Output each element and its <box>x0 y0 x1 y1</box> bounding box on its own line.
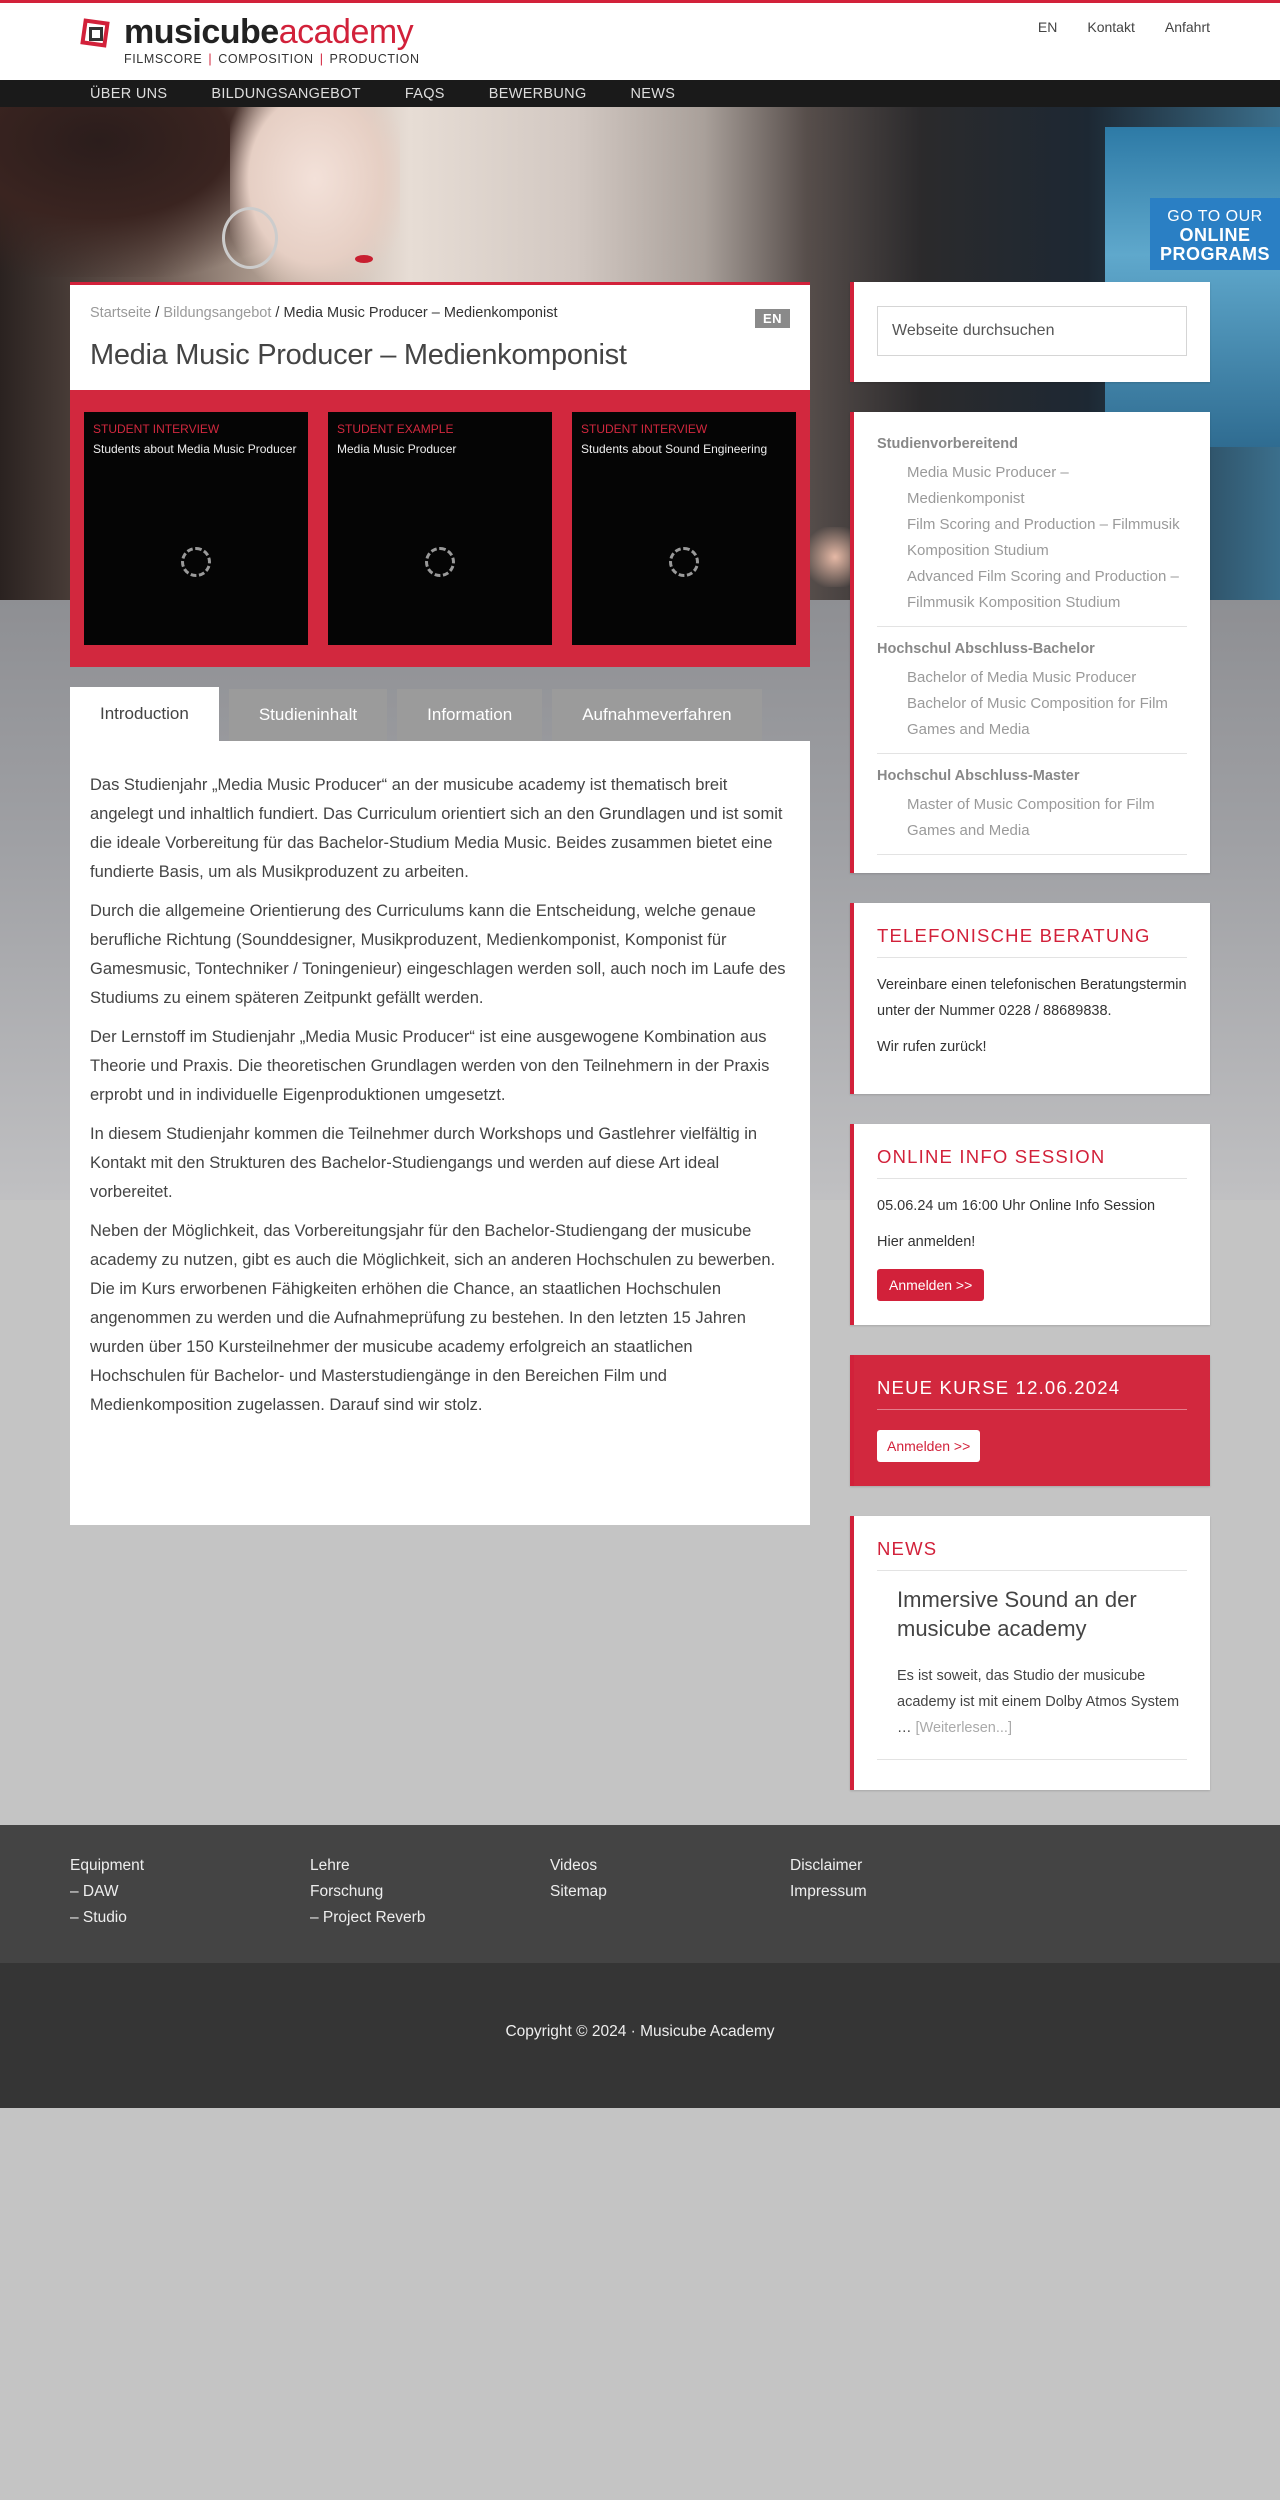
copyright-bar <box>0 1963 1280 2108</box>
logo-tagline: FILMSCORE | COMPOSITION | PRODUCTION <box>124 52 420 66</box>
contact-link[interactable]: Kontakt <box>1087 19 1135 35</box>
tab-aufnahmeverfahren[interactable]: Aufnahmeverfahren <box>552 689 761 741</box>
intro-paragraph: Durch die allgemeine Orientierung des Curriculums kann die Entscheidung, welche genaue berufliche Richtung (Sounddesigner, Musikproduzent, Medienkomponist, Komponist für Gamesmusic, Tontechniker / Toningenieur) eingeschlagen werden soll, auch noch im Laufe des Studiums zu einem späteren Zeitpunkt gefällt werden. <box>90 902 786 1007</box>
footer-link[interactable]: – DAW <box>70 1883 119 1900</box>
footer-link[interactable]: – Studio <box>70 1909 127 1926</box>
read-more-link[interactable]: [Weiterlesen...] <box>915 1720 1012 1736</box>
footer <box>0 1825 1280 1963</box>
directions-link[interactable]: Anfahrt <box>1164 19 1210 35</box>
sidebar <box>850 282 1210 1820</box>
menu-group-head[interactable]: Hochschul Abschluss-Bachelor <box>877 641 1095 657</box>
page-title: Media Music Producer – Medienkomponist <box>90 339 627 371</box>
online-programs-button[interactable]: GO TO OUR ONLINE PROGRAMS <box>1150 198 1280 270</box>
intro-paragraph: Der Lernstoff im Studienjahr „Media Music Producer“ ist eine ausgewogene Kombination aus Theorie und Praxis. Die theoretischen Grundlagen werden von den Teilnehmern in der Praxis erprobt und in individuelle Eigenproduktionen umgesetzt. <box>90 1028 770 1104</box>
breadcrumb: Startseite / Bildungsangebot / Media Music Producer – Medienkomponist <box>90 305 558 321</box>
main-nav <box>0 80 1280 107</box>
tab-content <box>70 741 810 1525</box>
breadcrumb-home[interactable]: Startseite <box>90 305 152 321</box>
menu-item[interactable]: Bachelor of Music Composition for Film Games and Media <box>907 695 1168 738</box>
video-player[interactable]: STUDENT EXAMPLE Media Music Producer <box>328 412 552 645</box>
footer-column <box>790 1853 867 1905</box>
page-header-card <box>70 282 810 390</box>
footer-column <box>70 1853 144 1931</box>
phone-consultation-widget <box>850 903 1210 1094</box>
top-links <box>1038 19 1210 35</box>
menu-item[interactable]: Bachelor of Media Music Producer <box>907 669 1137 686</box>
breadcrumb-current: Media Music Producer – Medienkomponist <box>283 305 558 321</box>
footer-link[interactable]: Disclaimer <box>790 1857 863 1874</box>
widget-title: NEUE KURSE 12.06.2024 <box>877 1377 1187 1410</box>
nav-item-faqs[interactable]: FAQS <box>404 85 445 102</box>
nav-item-programs[interactable]: BILDUNGSANGEBOT <box>211 85 361 102</box>
site-logo[interactable] <box>80 15 420 66</box>
tab-studieninhalt[interactable]: Studieninhalt <box>229 689 387 741</box>
session-date: 05.06.24 um 16:00 Uhr Online Info Session <box>877 1198 1156 1214</box>
intro-paragraph: In diesem Studienjahr kommen die Teilnehmer durch Workshops und Gastlehrer vielfältig in Kontakt mit den Strukturen des Bachelor-Studiengangs und werden auf diese Art ideal vorbereitet. <box>90 1125 758 1201</box>
nav-item-application[interactable]: BEWERBUNG <box>488 85 587 102</box>
menu-item[interactable]: Film Scoring and Production – Filmmusik Komposition Studium <box>907 516 1180 559</box>
video-strip <box>70 390 810 667</box>
copyright-text: Copyright © 2024 · Musicube Academy <box>505 2023 775 2040</box>
tab-information[interactable]: Information <box>397 689 542 741</box>
footer-link[interactable]: Sitemap <box>550 1883 607 1900</box>
phone-text: Vereinbare einen telefonischen Beratungstermin unter der Nummer 0228 / 88689838. <box>877 977 1187 1019</box>
register-button[interactable]: Anmelden >> <box>877 1269 984 1301</box>
tab-introduction[interactable]: Introduction <box>70 687 219 741</box>
info-session-widget <box>850 1124 1210 1325</box>
breadcrumb-section[interactable]: Bildungsangebot <box>163 305 272 321</box>
site-header <box>0 0 1280 80</box>
intro-paragraph: Neben der Möglichkeit, das Vorbereitungsjahr für den Bachelor-Studiengang der musicube academy zu nutzen, gibt es auch die Möglichkeit, sich an anderen Hochschulen zu bewerben. Die im Kurs erworbenen Fähigkeiten erhöhen die Chance, an staatlichen Hochschulen angenommen zu werden und die Aufnahmeprüfung zu bestehen. In den letzten 15 Jahren wurden über 150 Kursteilnehmer der musicube academy erfolgreich an staatlichen Hochschulen für Bachelor- und Masterstudiengänge in den Bereichen Film und Medienkomposition zugelassen. Darauf sind wir stolz. <box>90 1222 776 1414</box>
menu-group-head[interactable]: Hochschul Abschluss-Master <box>877 768 1080 784</box>
menu-group-head[interactable]: Studienvorbereitend <box>877 436 1018 452</box>
nav-item-about[interactable]: ÜBER UNS <box>90 85 168 102</box>
footer-link[interactable]: Videos <box>550 1857 598 1874</box>
news-widget <box>850 1516 1210 1790</box>
logo-wordmark: musicubeacademy <box>124 13 414 51</box>
menu-item[interactable]: Master of Music Composition for Film Games and Media <box>907 796 1155 839</box>
video-player[interactable]: STUDENT INTERVIEW Students about Media Music Producer <box>84 412 308 645</box>
news-excerpt: Es ist soweit, das Studio der musicube academy ist mit einem Dolby Atmos System … [Weiterlesen...] <box>877 1663 1187 1760</box>
footer-link[interactable]: – Project Reverb <box>310 1909 426 1926</box>
loading-spinner-icon <box>669 547 699 577</box>
intro-paragraph: Das Studienjahr „Media Music Producer“ an der musicube academy ist thematisch breit angelegt und inhaltlich fundiert. Das Curriculum orientiert sich an den Grundlagen und ist somit die ideale Vorbereitung für das Bachelor-Studium Media Music. Beides zusammen bietet eine fundierte Basis, um als Musikproduzent zu arbeiten. <box>90 776 783 881</box>
language-link[interactable]: EN <box>1037 19 1058 35</box>
content-tabs <box>70 687 810 741</box>
register-button[interactable]: Anmelden >> <box>877 1430 980 1462</box>
menu-item[interactable]: Advanced Film Scoring and Production – Filmmusik Komposition Studium <box>907 568 1179 611</box>
loading-spinner-icon <box>425 547 455 577</box>
footer-column <box>310 1853 425 1931</box>
logo-mark-icon <box>80 18 114 52</box>
callback-text: Wir rufen zurück! <box>877 1039 987 1055</box>
session-cta: Hier anmelden! <box>877 1234 976 1250</box>
footer-column <box>550 1853 607 1905</box>
widget-title: TELEFONISCHE BERATUNG <box>877 925 1187 958</box>
menu-item[interactable]: Media Music Producer – Medienkomponist <box>907 464 1069 507</box>
footer-link[interactable]: Forschung <box>310 1883 384 1900</box>
search-input[interactable] <box>877 306 1187 356</box>
english-version-badge[interactable]: EN <box>755 309 790 328</box>
video-player[interactable]: STUDENT INTERVIEW Students about Sound Engineering <box>572 412 796 645</box>
news-headline[interactable]: Immersive Sound an der musicube academy <box>897 1587 1137 1641</box>
search-widget <box>850 282 1210 382</box>
program-menu <box>850 412 1210 873</box>
footer-link[interactable]: Lehre <box>310 1857 350 1874</box>
nav-item-news[interactable]: NEWS <box>630 85 676 102</box>
footer-link[interactable]: Impressum <box>790 1883 867 1900</box>
widget-title: ONLINE INFO SESSION <box>877 1146 1187 1179</box>
loading-spinner-icon <box>181 547 211 577</box>
widget-title: NEWS <box>877 1538 1187 1571</box>
new-courses-widget <box>850 1355 1210 1486</box>
footer-link[interactable]: Equipment <box>70 1857 145 1874</box>
main-content <box>70 282 810 1525</box>
